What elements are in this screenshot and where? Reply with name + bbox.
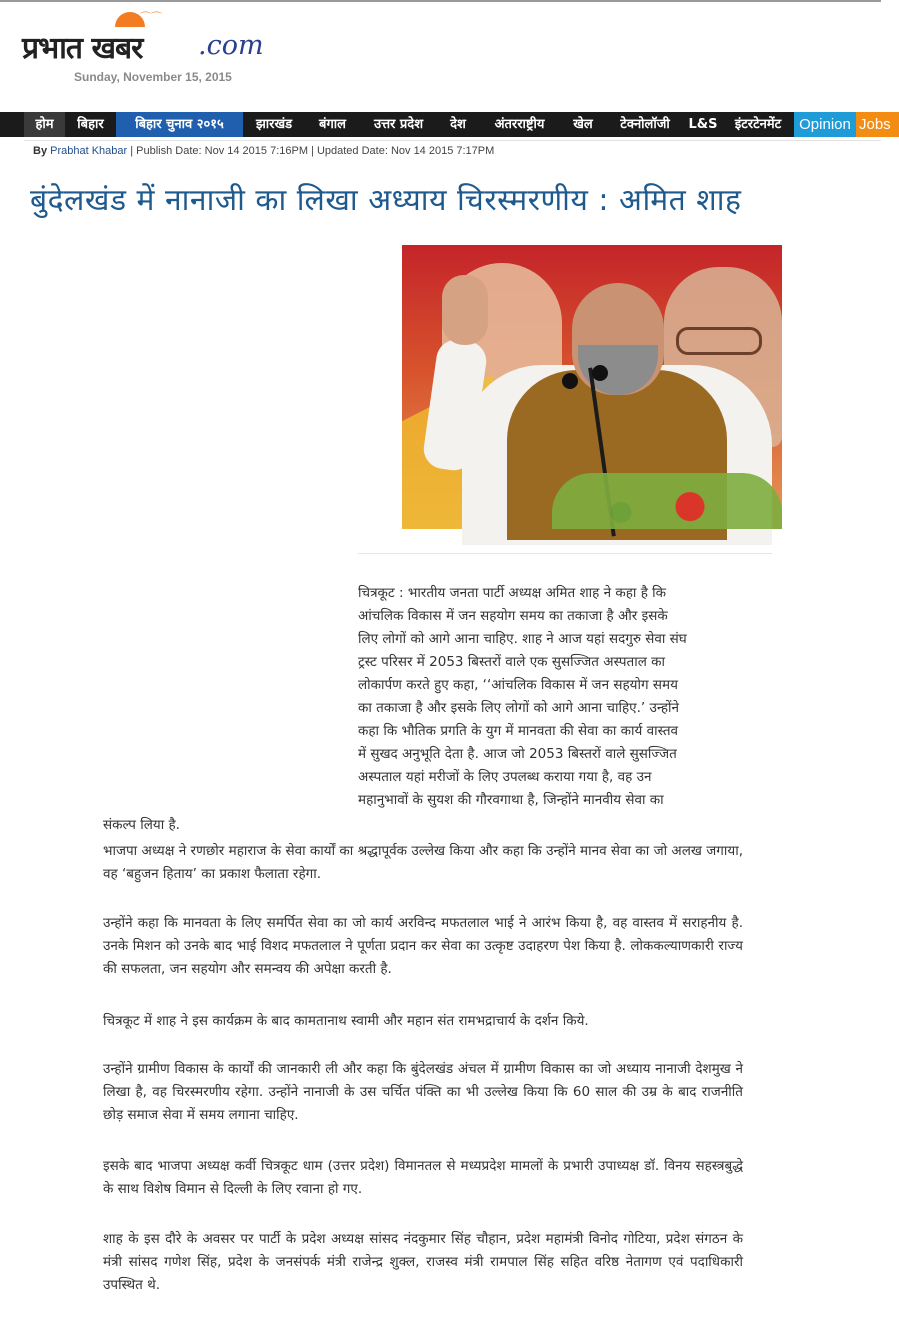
byline-by: By <box>33 145 48 157</box>
byline-dates: | Publish Date: Nov 14 2015 7:16PM | Updated Date: Nov 14 2015 7:17PM <box>127 145 495 157</box>
lead-line: लोकार्पण करते हुए कहा, ‘‘आंचलिक विकास में जन सहयोग समय <box>358 677 678 693</box>
byline-author-link[interactable]: Prabhat Khabar <box>50 145 128 157</box>
nav-item-home[interactable]: होम <box>24 112 65 137</box>
nav-item-bengal[interactable]: बंगाल <box>319 117 346 132</box>
lead-line: में सुखद अनुभूति देता है. आज जो 2053 बिस्तरों वाले सुसज्जित <box>358 746 677 762</box>
article-headline: बुंदेलखंड में नानाजी का लिखा अध्याय चिरस्मरणीय : अमित शाह <box>30 183 742 218</box>
lead-line: कहा कि भौतिक प्रगति के युग में मानवता की सेवा का कार्य वास्तव <box>358 723 679 739</box>
article-paragraph: शाह के इस दौरे के अवसर पर पार्टी के प्रदेश अध्यक्ष सांसद नंदकुमार सिंह चौहान, प्रदेश महामंत्री विनोद गोटिया, प्रदेश संगठन के मंत्री सांसद गणेश सिंह, प्रदेश के जनसंपर्क मंत्री राजेन्द्र शुक्ल, राजस्व मंत्री रामपाल सिंह सहित वरिष्ठ नेतागण एवं पदाधिकारी उपस्थित थे. <box>103 1231 743 1293</box>
lead-line: अस्पताल यहां मरीजों के लिए उपलब्ध कराया गया है, वह उन <box>358 769 652 785</box>
article-paragraph: भाजपा अध्यक्ष ने रणछोर महाराज के सेवा कार्यों का श्रद्धापूर्वक उल्लेख किया और कहा कि उन्होंने मानव सेवा का जो अलख जगाया, वह ‘बहुजन हिताय’ का प्रकाश फैलाता रहेगा. <box>103 843 743 882</box>
nav-item-bihar[interactable]: बिहार <box>77 117 104 132</box>
nav-item-uttar-pradesh[interactable]: उत्तर प्रदेश <box>373 117 424 132</box>
lead-line: ट्रस्ट परिसर में 2053 बिस्तरों वाले एक सुसज्जित अस्पताल का <box>358 654 666 670</box>
site-logo[interactable] <box>22 12 292 72</box>
top-border <box>0 0 881 2</box>
article-paragraph: उन्होंने कहा कि मानवता के लिए समर्पित सेवा का जो कार्य अरविन्द मफतलाल भाई ने आरंभ किया है, वह वास्तव में सराहनीय है. उनके मिशन को उनके बाद भाई विशद मफतलाल ने पूर्णता प्रदान कर सेवा का उत्कृष्ट उदाहरण पेश किया है. लोककल्याणकारी राज्य की सफलता, जन सहयोग और समन्वय की अपेक्षा करती है. <box>103 915 743 977</box>
logo-text: प्रभात खबर <box>22 31 143 66</box>
article-paragraph: इसके बाद भाजपा अध्यक्ष कर्वी चित्रकूट धाम (उत्तर प्रदेश) विमानतल से मध्यप्रदेश मामलों के प्रभारी उपाध्यक्ष डॉ. विनय सहस्त्रबुद्धे के साथ विशेष विमान से दिल्ली के लिए रवाना हो गए. <box>103 1158 743 1197</box>
lead-line: चित्रकूट : भारतीय जनता पार्टी अध्यक्ष अमित शाह ने कहा है कि <box>358 585 667 601</box>
byline-divider <box>24 140 881 141</box>
article-paragraph: उन्होंने ग्रामीण विकास के कार्यों की जानकारी ली और कहा कि बुंदेलखंड अंचल में ग्रामीण विकास का जो अध्याय नानाजी देशमुख ने लिखा है, वह चिरस्मरणीय रहेगा. उन्होंने नानाजी के उस चर्चित पंक्ति का भी उल्लेख किया कि 60 साल की उम्र के बाद राजनीति छोड़ समाज सेवा में समय लगाना चाहिए. <box>103 1061 743 1123</box>
lead-line: का तकाजा है और इसके लिए लोगों को आगे आना चाहिए.’ उन्होंने <box>358 700 680 716</box>
nav-item-jobs[interactable]: Jobs <box>856 112 899 137</box>
article-paragraph: चित्रकूट में शाह ने इस कार्यक्रम के बाद कामतानाथ स्वामी और महान संत रामभद्राचार्य के दर्शन किये. <box>103 1013 589 1029</box>
nav-item-sports[interactable]: खेल <box>573 117 593 132</box>
logo-suffix: .com <box>198 30 264 61</box>
article-byline <box>33 145 494 157</box>
photo-divider <box>358 553 772 554</box>
main-nav <box>0 112 891 137</box>
nav-item-entertainment[interactable]: इंटरटेनमेंट <box>734 117 782 132</box>
nav-item-opinion[interactable]: Opinion <box>794 112 856 137</box>
nav-item-jharkhand[interactable]: झारखंड <box>255 117 293 132</box>
bird-icon: ⌒⌒ <box>140 11 162 24</box>
nav-item-technology[interactable]: टेक्नोलॉजी <box>620 117 670 132</box>
lead-line: संकल्प लिया है. <box>103 817 180 833</box>
nav-item-bihar-election-2015[interactable]: बिहार चुनाव २०१५ <box>116 112 243 137</box>
nav-item-international[interactable]: अंतरराष्ट्रीय <box>494 117 545 132</box>
page-date: Sunday, November 15, 2015 <box>74 70 232 84</box>
lead-line: लिए लोगों को आगे आना चाहिए. शाह ने आज यहां सदगुरु सेवा संघ <box>358 631 687 647</box>
article-photo <box>402 245 782 529</box>
nav-item-desh[interactable]: देश <box>450 117 466 132</box>
lead-line: महानुभावों के सुयश की गौरवगाथा है, जिन्होंने मानवीय सेवा का <box>358 792 664 808</box>
nav-item-lifestyle[interactable]: L&S <box>688 117 718 132</box>
lead-line: आंचलिक विकास में जन सहयोग समय का तकाजा है और इसके <box>358 608 668 624</box>
